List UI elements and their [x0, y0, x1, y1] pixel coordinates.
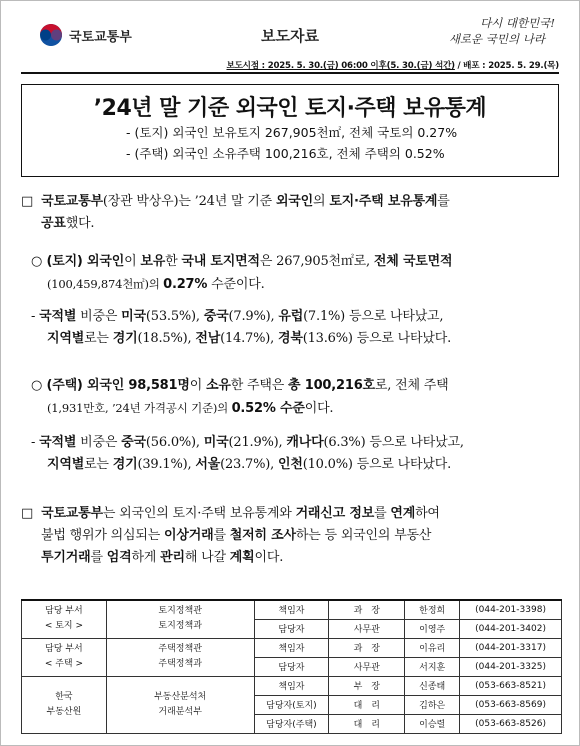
section-land	[31, 251, 559, 350]
slogan-line2: 새로운 국민의 나라	[448, 32, 545, 46]
dept-land: 담당 부서 < 토지 >	[22, 600, 107, 638]
dept-reb: 한국 부동산원	[22, 676, 107, 733]
contact-role: 담당자(토지)	[254, 695, 329, 714]
contact-role: 책임자	[254, 676, 329, 695]
contact-title: 대 리	[329, 714, 405, 733]
office-land: 토지정책관 토지정책과	[106, 600, 254, 638]
subtitle-land: - (토지) 외국인 보유토지 267,905천㎡, 전체 국토의 0.27%	[126, 125, 458, 140]
contact-title: 과 장	[329, 638, 405, 657]
contact-name: 신종태	[405, 676, 460, 695]
doc-type: 보도자료	[261, 27, 319, 45]
table-row	[22, 638, 562, 657]
announcement-line2: 공표했다.	[41, 216, 95, 231]
land-nationality-line: - 국적별 비중은 미국(53.5%), 중국(7.9%), 유럽(7.1%) 등으로 나타났고,	[31, 309, 444, 324]
housing-line1: ○ (주택) 외국인 98,581명이 소유한 주택은 총 100,216호로, 전체 주택	[31, 378, 449, 393]
contact-role: 담당자	[254, 619, 329, 638]
housing-region-line: 지역별로는 경기(39.1%), 서울(23.7%), 인천(10.0%) 등으로 나타났다.	[47, 457, 452, 472]
contact-phone: (053-663-8526)	[460, 714, 562, 733]
announcement-line1: □ 국토교통부(장관 박상우)는 ’24년 말 기준 외국인의 토지·주택 보유통계를	[21, 191, 559, 213]
subtitle-housing: - (주택) 외국인 소유주택 100,216호, 전체 주택의 0.52%	[126, 146, 445, 161]
office-reb: 부동산분석처 거래분석부	[106, 676, 254, 733]
contact-title: 부 장	[329, 676, 405, 695]
page-title: ’24년 말 기준 외국인 토지·주택 보유통계	[93, 96, 487, 121]
land-region-line: 지역별로는 경기(18.5%), 전남(14.7%), 경북(13.6%) 등으로 나타났다.	[47, 331, 452, 346]
title-box	[21, 84, 559, 177]
contact-role: 담당자	[254, 657, 329, 676]
distribution-date: / 배포 : 2025. 5. 29.(목)	[457, 61, 559, 71]
plan-line1: □ 국토교통부는 외국인의 토지·주택 보유통계와 거래신고 정보를 연계하여	[21, 503, 559, 525]
embargo-time: 보도시점 : 2025. 5. 30.(금) 06:00 이후(5. 30.(금) 석간)	[226, 61, 455, 71]
land-line1: ○ (토지) 외국인이 보유한 국내 토지면적은 267,905천㎡로, 전체 국토면적	[31, 254, 453, 269]
table-row	[22, 600, 562, 619]
contact-name: 이유리	[405, 638, 460, 657]
release-dates	[21, 61, 559, 74]
contact-name: 한정희	[405, 600, 460, 619]
contact-title: 사무관	[329, 657, 405, 676]
contact-name: 이승렬	[405, 714, 460, 733]
contact-role: 담당자(주택)	[254, 714, 329, 733]
header	[21, 11, 559, 57]
plan-line2: 불법 행위가 의심되는 이상거래를 철저히 조사하는 등 외국인의 부동산	[41, 528, 432, 543]
contact-title: 사무관	[329, 619, 405, 638]
plan-line3: 투기거래를 엄격하게 관리해 나갈 계획이다.	[41, 550, 284, 565]
contact-phone: (044-201-3398)	[460, 600, 562, 619]
contact-phone: (044-201-3402)	[460, 619, 562, 638]
contact-role: 책임자	[254, 638, 329, 657]
contact-name: 이영주	[405, 619, 460, 638]
slogan-line1: 다시 대한민국!	[480, 16, 555, 30]
paragraph-announcement	[21, 191, 559, 235]
table-row	[22, 676, 562, 695]
office-housing: 주택정책관 주택정책과	[106, 638, 254, 676]
contact-phone: (044-201-3325)	[460, 657, 562, 676]
section-housing	[31, 375, 559, 476]
contact-title: 과 장	[329, 600, 405, 619]
contacts-table	[21, 599, 562, 734]
paragraph-plan	[21, 503, 559, 569]
land-line2: (100,459,874천㎡)의 0.27% 수준이다.	[47, 277, 265, 292]
contact-name: 김하은	[405, 695, 460, 714]
housing-line2: (1,931만호, ’24년 가격공시 기준)의 0.52% 수준이다.	[47, 401, 334, 416]
contact-phone: (044-201-3317)	[460, 638, 562, 657]
contact-phone: (053-663-8569)	[460, 695, 562, 714]
contact-name: 서지훈	[405, 657, 460, 676]
contact-phone: (053-663-8521)	[460, 676, 562, 695]
ministry-name: 국토교통부	[69, 29, 132, 45]
slogan	[437, 15, 555, 47]
dept-housing: 담당 부서 < 주택 >	[22, 638, 107, 676]
contact-title: 대 리	[329, 695, 405, 714]
housing-nationality-line: - 국적별 비중은 중국(56.0%), 미국(21.9%), 캐나다(6.3%) 등으로 나타났고,	[31, 435, 464, 450]
contact-role: 책임자	[254, 600, 329, 619]
